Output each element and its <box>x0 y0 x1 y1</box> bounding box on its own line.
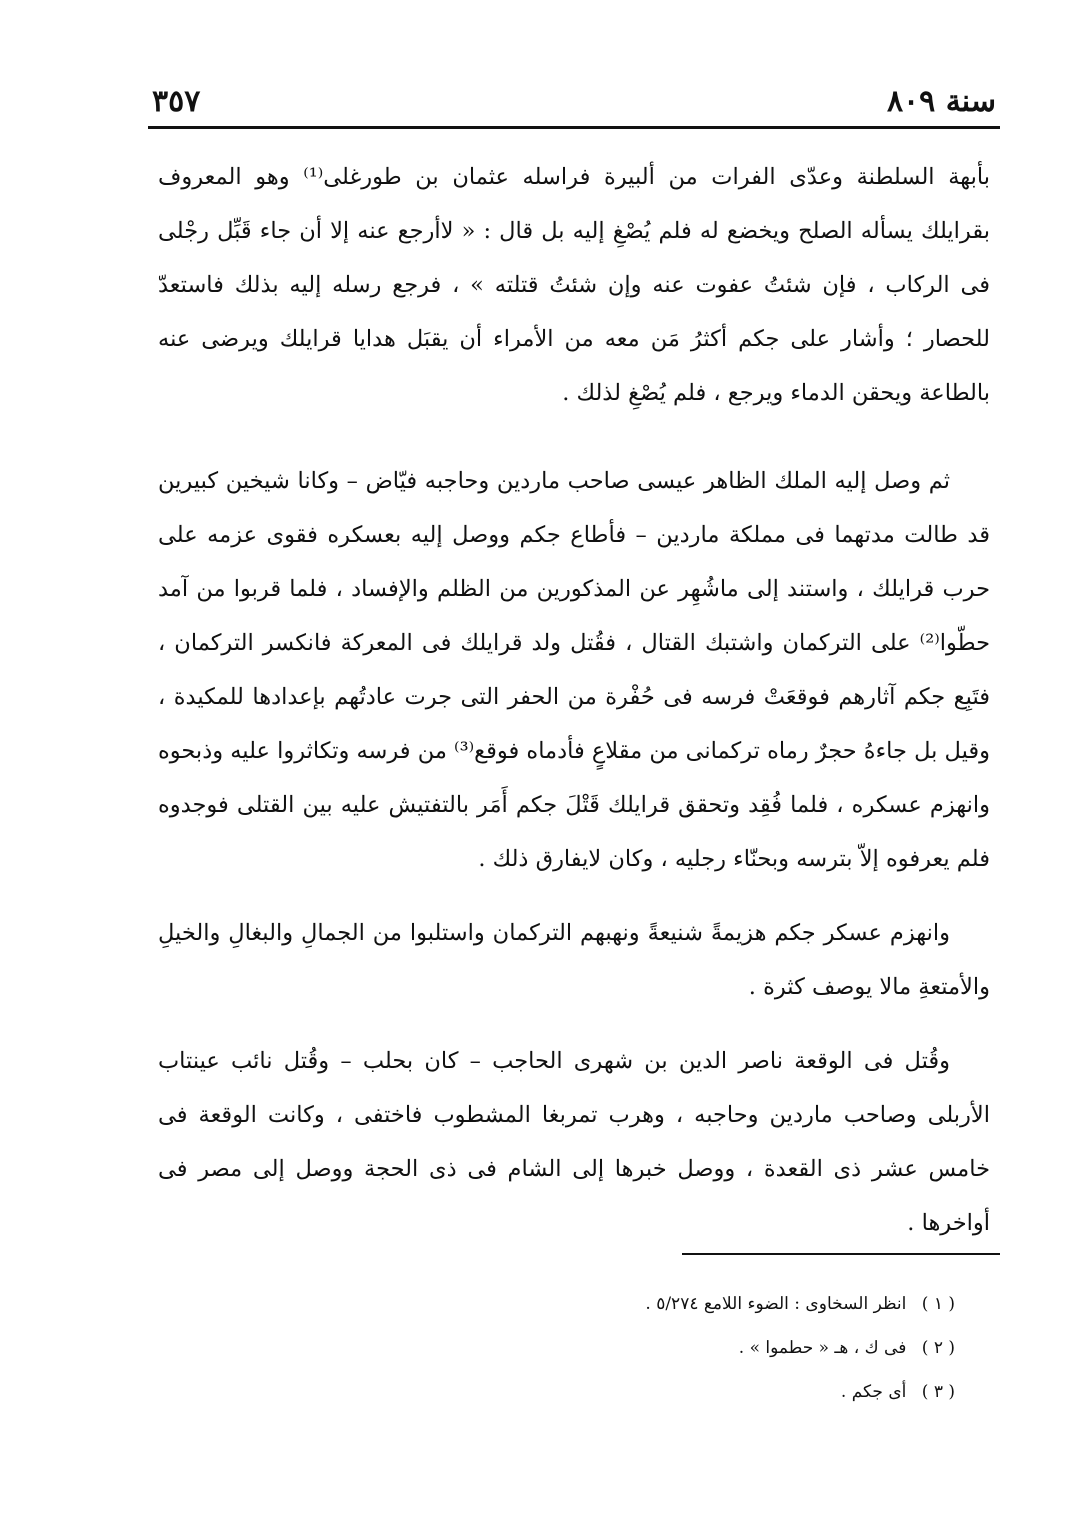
paragraph-2: ثم وصل إليه الملك الظاهر عيسى صاحب ماردين وحاجبه فيّاض – وكانا شيخين كبيرين قد طالت مدتهما فى مملكة ماردين – فأطاع جكم ووصل إليه بعسكره فقوى عزمه على حرب قرايلك ، واستند إلى ماشُهِر عن المذكورين من الظلم والإفساد ، فلما قربوا من آمد حطّوا⁽²⁾ على التركمان واشتبك القتال ، فقُتل ولد قرايلك فى المعركة فانكسر التركمان ، فتَبِع جكم آثارهم فوقعَتْ فرسه فى حُفْرة من الحفر التى جرت عادتُهم بإعدادها للمكيدة ، وقيل بل جاءهُ حجرٌ رماه تركمانى من مقلاعٍ فأدماه فوقع⁽³⁾ من فرسه وتكاثروا عليه وذبحوه وانهزم عسكره ، فلما فُقِد وتحقق قرايلك قَتْلَ جكم أَمَر بالتفتيش عليه بين القتلى فوجدوه فلم يعرفوه إلاّ بترسه وبحنّاء رجليه ، وكان لايفارق ذلك . <box>158 468 990 872</box>
page-number: ٣٥٧ <box>152 84 201 119</box>
footnotes <box>400 1282 955 1414</box>
footnote-3 <box>400 1370 955 1414</box>
paragraph-3: وانهزم عسكر جكم هزيمةً شنيعةً ونهبهم التركمان واستلبوا من الجمالِ والبغالِ والخيلِ والأمتعةِ مالا يوصف كثرة . <box>158 920 990 1000</box>
footnote-rule <box>682 1253 1000 1255</box>
paragraph-gap <box>158 420 990 454</box>
paragraph-gap <box>158 886 990 906</box>
footnote-1 <box>400 1282 955 1326</box>
footnote-2 <box>400 1326 955 1370</box>
footnote-text: انظر السخاوى : الضوء اللامع ٥/٢٧٤ . <box>645 1294 907 1314</box>
running-header <box>148 78 1000 124</box>
paragraph-4: وقُتل فى الوقعة ناصر الدين بن شهرى الحاجب – كان بحلب – وقُتل نائب عينتاب الأربلى وصاحب ماردين وحاجبه ، وهرب تمربغا المشطوب فاختفى ، وكانت الوقعة فى خامس عشر ذى القعدة ، ووصل خبرها إلى الشام فى ذى الحجة ووصل إلى مصر فى أواخرها . <box>158 1048 990 1236</box>
header-rule <box>148 126 1000 129</box>
paragraph-gap <box>158 1014 990 1034</box>
footnote-number: ( ١ ) <box>921 1294 955 1314</box>
footnote-number: ( ٣ ) <box>921 1382 955 1402</box>
footnote-text: أى جكم . <box>840 1382 907 1402</box>
main-text <box>158 150 990 1250</box>
header-year: سنة ٨٠٩ <box>886 84 996 119</box>
footnote-text: فى ك ، هـ « حطموا » . <box>738 1338 907 1358</box>
paragraph-1: بأبهة السلطنة وعدّى الفرات من ألبيرة فراسله عثمان بن طورغلى⁽¹⁾ وهو المعروف بقرايلك يسأله الصلح ويخضع له فلم يُصْغِ إليه بل قال : « لاأرجع عنه إلا أن جاء قَبِّل رجْلى فى الركاب ، فإن شئتُ عفوت عنه وإن شئتُ قتلته » ، فرجع رسله إليه بذلك فاستعدّ للحصار ؛ وأشار على جكم أكثرُ مَن معه من الأمراء أن يقبَل هدايا قرايلك ويرضى عنه بالطاعة ويحقن الدماء ويرجع ، فلم يُصْغِ لذلك . <box>158 164 991 406</box>
footnote-number: ( ٢ ) <box>921 1338 955 1358</box>
